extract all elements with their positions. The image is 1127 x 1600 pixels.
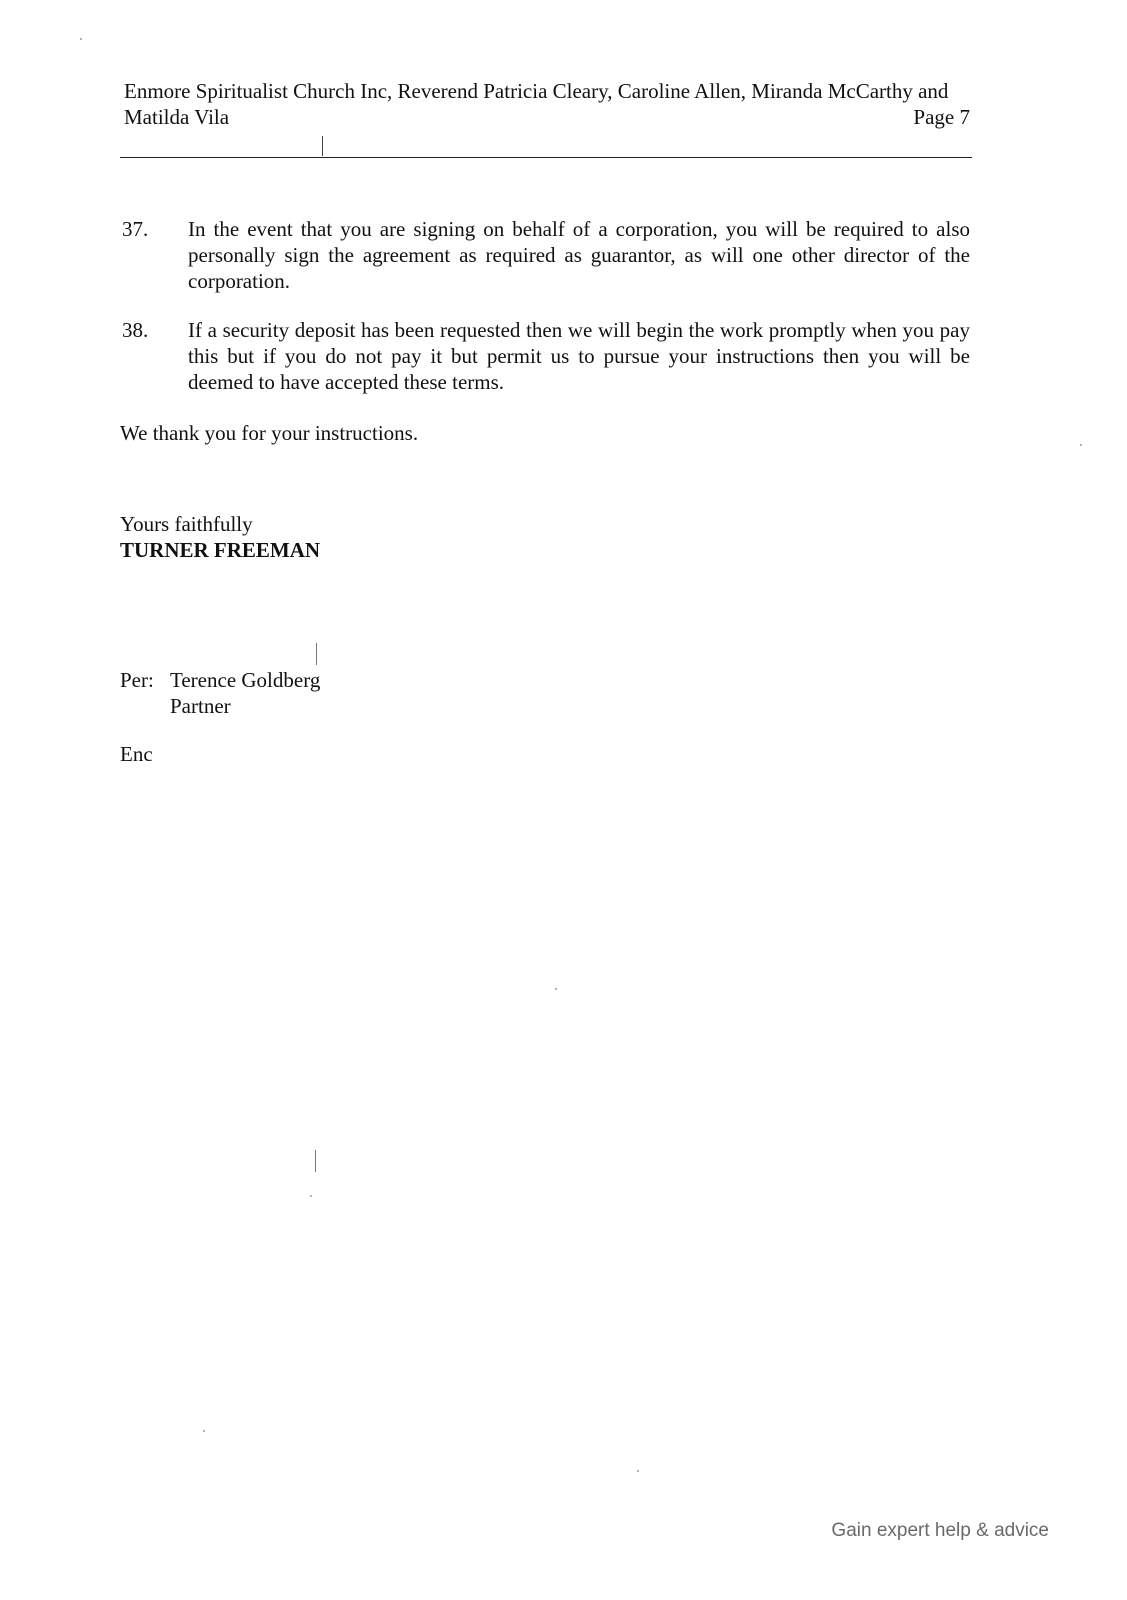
scan-mark [315,1150,316,1172]
scan-speck [555,988,557,990]
header-divider [120,157,972,158]
footer-watermark: Gain expert help & advice [831,1520,1049,1541]
header-parties: Enmore Spiritualist Church Inc, Reverend Patricia Cleary, Caroline Allen, Miranda McCarthy and [124,79,949,103]
scan-speck [637,1470,639,1472]
signatory-line [120,667,320,693]
clause-number: 37. [122,217,149,241]
firm-name: TURNER FREEMAN [120,538,321,562]
scan-speck [203,1430,205,1432]
scan-speck [80,38,82,40]
scan-speck [1080,444,1082,446]
scan-speck [310,1195,312,1197]
thanks-line: We thank you for your instructions. [120,421,419,445]
clause-number: 38. [122,318,149,342]
clause-text: In the event that you are signing on behalf of a corporation, you will be required to also personally sign the agreement as required as guarantor, as will one other director of the corporation. [188,217,970,293]
clause-38 [122,317,970,395]
header-parties-line2: Matilda Vila [124,105,230,129]
signatory-name: Terence Goldberg [170,668,321,692]
header-parties-continued [124,104,970,130]
clause-37 [122,216,970,294]
enclosure-note: Enc [120,742,153,766]
per-label: Per: [120,668,154,692]
clause-text: If a security deposit has been requested then we will begin the work promptly when you pay this but if you do not pay it but permit us to pursue your instructions then you will be deemed to have accepted these terms. [188,318,970,394]
scan-mark [322,136,323,156]
page-number: Page 7 [913,105,970,129]
closing-salutation: Yours faithfully [120,512,253,536]
signatory-title: Partner [170,694,231,718]
signature-mark [316,643,317,665]
